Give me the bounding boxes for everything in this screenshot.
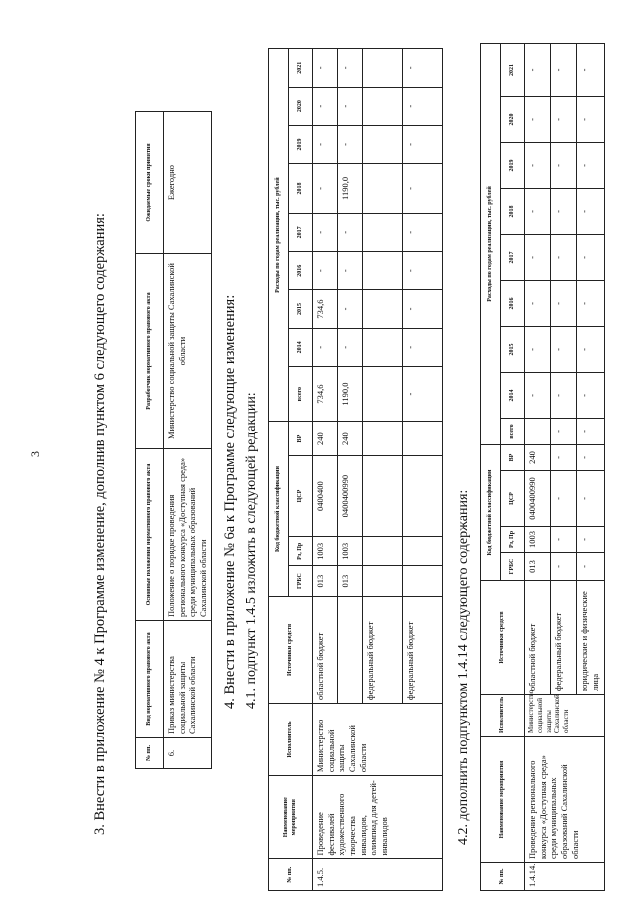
year-value: -	[313, 252, 338, 290]
th-year: 2018	[501, 188, 525, 234]
csr	[403, 456, 443, 537]
vr: 240	[313, 422, 338, 456]
th-budget-code: Код бюджетной классификации	[481, 444, 501, 580]
th-num: № пп.	[481, 863, 525, 891]
year-value: -	[577, 234, 605, 280]
header-num: № пп.	[136, 738, 164, 769]
row-num: 1.4.5.	[313, 859, 443, 891]
year-value	[363, 164, 403, 214]
rzpr	[403, 537, 443, 566]
year-value: -	[577, 142, 605, 188]
vr: 240	[525, 444, 551, 470]
th-event: Наименование мероприятия	[481, 737, 525, 863]
year-value: -	[525, 96, 551, 142]
source: юридические и физические лица	[577, 581, 605, 695]
th-num: № пп.	[269, 859, 313, 891]
year-value: -	[338, 328, 363, 366]
year-value: -	[525, 142, 551, 188]
year-value: -	[577, 326, 605, 372]
th-rzpr: Рз, Пр	[501, 527, 525, 553]
year-value	[363, 125, 403, 163]
total: 1190,0	[338, 366, 363, 421]
total: -	[403, 366, 443, 421]
th-expenses: Расходы по годам реализации, тыс. рублей	[269, 49, 289, 422]
th-year: 2019	[289, 125, 313, 163]
th-year: 2015	[501, 326, 525, 372]
th-year: 2019	[501, 142, 525, 188]
executor-name: Министерство социальной защиты Сахалинской области	[313, 703, 443, 775]
year-value: -	[313, 328, 338, 366]
page-number: 3	[28, 451, 42, 457]
year-value: -	[551, 326, 577, 372]
expenses-table-2	[480, 43, 605, 891]
th-event: Наименование мероприятия	[269, 776, 313, 859]
csr	[363, 456, 403, 537]
csr: -	[577, 471, 605, 527]
year-value: -	[551, 96, 577, 142]
year-value: -	[338, 290, 363, 328]
year-value: -	[338, 125, 363, 163]
th-year: 2014	[289, 328, 313, 366]
th-year: 2018	[289, 164, 313, 214]
header-developer: Разработчик нормативного правового акта	[136, 254, 164, 449]
table-row	[313, 49, 338, 891]
rzpr	[363, 537, 403, 566]
th-vr: ВР	[501, 444, 525, 470]
section4-heading: 4. Внести в приложение № 6а к Программе следующие изменения:	[222, 294, 238, 709]
year-value: -	[551, 188, 577, 234]
th-csr: ЦСР	[289, 456, 313, 537]
grbs: -	[577, 553, 605, 581]
year-value: -	[338, 49, 363, 88]
year-value: -	[313, 87, 338, 125]
year-value: -	[551, 372, 577, 418]
table-row	[525, 43, 551, 890]
year-value: -	[403, 164, 443, 214]
vr: -	[551, 444, 577, 470]
th-expenses: Расходы по годам реализации, тыс. рублей	[481, 43, 501, 444]
act-developer: Министерство социальной защиты Сахалинской области	[164, 254, 212, 449]
year-value: 734,6	[313, 290, 338, 328]
th-year: 2016	[289, 252, 313, 290]
year-value: -	[577, 43, 605, 96]
year-value	[363, 252, 403, 290]
rzpr: 1003	[525, 527, 551, 553]
event-name: Проведение фестивалей художественного творчества инвалидов, олимпиад для детей-инвалидов	[313, 776, 443, 859]
source: федеральный бюджет	[403, 596, 443, 703]
th-grbs: ГРБС	[289, 566, 313, 596]
year-value: -	[313, 213, 338, 251]
act-provisions: Положение о порядке проведения регионального конкурса «Доступная среда» среди муниципальных образований Сахалинской области	[164, 449, 212, 621]
header-deadline: Ожидаемые сроки принятия	[136, 112, 164, 254]
year-value: -	[403, 49, 443, 88]
year-value: -	[313, 125, 338, 163]
legal-acts-table	[135, 111, 212, 769]
th-executor: Исполнитель	[481, 695, 525, 737]
year-value: -	[577, 96, 605, 142]
act-deadline: Ежегодно	[164, 112, 212, 254]
th-grbs: ГРБС	[501, 553, 525, 581]
grbs	[403, 566, 443, 596]
grbs: 013	[525, 553, 551, 581]
subsection-4-1: 4.1. подпункт 1.4.5 изложить в следующей редакции:	[244, 392, 259, 709]
rzpr: 1003	[338, 537, 363, 566]
row-num: 1.4.14.	[525, 863, 605, 891]
th-year: 2015	[289, 290, 313, 328]
th-year: 2020	[501, 96, 525, 142]
th-budget-code: Код бюджетной классификации	[269, 422, 289, 597]
year-value: -	[577, 188, 605, 234]
year-value: -	[577, 372, 605, 418]
th-vr: ВР	[289, 422, 313, 456]
year-value	[363, 49, 403, 88]
vr: -	[577, 444, 605, 470]
total	[363, 366, 403, 421]
year-value: -	[525, 372, 551, 418]
year-value: -	[313, 164, 338, 214]
year-value: -	[338, 87, 363, 125]
th-executor: Исполнитель	[269, 703, 313, 775]
year-value	[363, 290, 403, 328]
year-value	[363, 87, 403, 125]
source: областной бюджет	[313, 596, 338, 703]
year-value: -	[403, 252, 443, 290]
year-value: -	[403, 213, 443, 251]
subsection-4-2: 4.2. дополнить подпунктом 1.4.14 следующего содержания:	[456, 489, 471, 845]
executor-name: Министерство социальной защиты Сахалинской области	[525, 695, 605, 737]
th-year: 2017	[289, 213, 313, 251]
row-num: 6.	[164, 738, 212, 769]
grbs: 013	[338, 566, 363, 596]
csr: 0400400	[313, 456, 338, 537]
csr: -	[551, 471, 577, 527]
th-csr: ЦСР	[501, 471, 525, 527]
year-value: -	[525, 326, 551, 372]
year-value: -	[551, 43, 577, 96]
source: областной бюджет	[525, 581, 551, 695]
th-sources: Источники средств	[269, 596, 313, 703]
th-total: всего	[501, 418, 525, 444]
year-value: -	[525, 188, 551, 234]
total: -	[551, 418, 577, 444]
grbs	[363, 566, 403, 596]
th-year: 2021	[501, 43, 525, 96]
th-year: 2014	[501, 372, 525, 418]
year-value	[363, 328, 403, 366]
header-act-type: Вид нормативного правового акта	[136, 621, 164, 738]
year-value: -	[525, 280, 551, 326]
source	[338, 596, 363, 703]
year-value: -	[525, 234, 551, 280]
source: федеральный бюджет	[551, 581, 577, 695]
th-year: 2016	[501, 280, 525, 326]
th-rzpr: Рз, Пр	[289, 537, 313, 566]
act-type: Приказ министерства социальной защиты Сахалинской области	[164, 621, 212, 738]
th-total: всего	[289, 366, 313, 421]
year-value: -	[403, 87, 443, 125]
rzpr: -	[577, 527, 605, 553]
grbs: 013	[313, 566, 338, 596]
total	[525, 418, 551, 444]
year-value: -	[551, 142, 577, 188]
year-value: -	[403, 290, 443, 328]
expenses-table-1	[268, 48, 443, 891]
year-value	[363, 213, 403, 251]
rzpr: -	[551, 527, 577, 553]
vr	[363, 422, 403, 456]
year-value: -	[338, 252, 363, 290]
event-name: Проведение регионального конкурса «Доступная среда» среди муниципальных образований Сахалинской области	[525, 737, 605, 863]
year-value: -	[577, 280, 605, 326]
year-value: -	[313, 49, 338, 88]
year-value: -	[551, 234, 577, 280]
year-value: -	[338, 213, 363, 251]
year-value: -	[525, 43, 551, 96]
grbs: -	[551, 553, 577, 581]
total: -	[577, 418, 605, 444]
th-year: 2020	[289, 87, 313, 125]
th-year: 2017	[501, 234, 525, 280]
header-provisions: Основные положения нормативного правового акта	[136, 449, 164, 621]
vr	[403, 422, 443, 456]
source: федеральный бюджет	[363, 596, 403, 703]
year-value: -	[403, 125, 443, 163]
total: 734,6	[313, 366, 338, 421]
year-value: 1190,0	[338, 164, 363, 214]
table-row	[164, 112, 212, 769]
th-year: 2021	[289, 49, 313, 88]
csr: 0400400990	[525, 471, 551, 527]
th-sources: Источники средств	[481, 581, 525, 695]
csr: 0400400990	[338, 456, 363, 537]
year-value: -	[403, 328, 443, 366]
section3-heading: 3. Внести в приложение № 4 к Программе изменение, дополнив пунктом 6 следующего содержания:	[92, 213, 108, 835]
vr: 240	[338, 422, 363, 456]
year-value: -	[551, 280, 577, 326]
rzpr: 1003	[313, 537, 338, 566]
